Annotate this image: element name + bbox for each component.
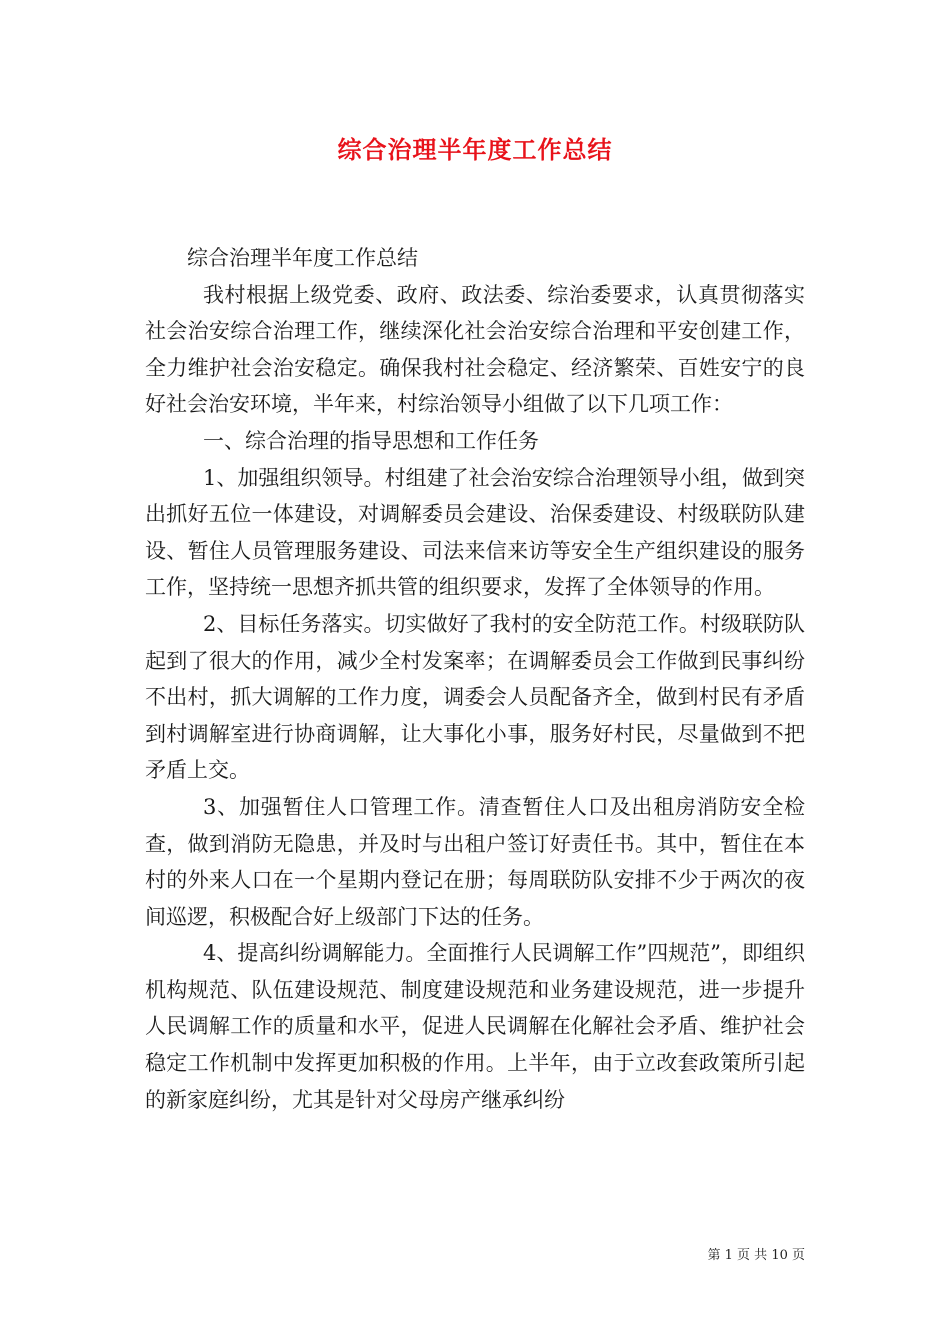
page-number: 第 1 页 共 10 页 [707,1248,805,1263]
paragraph-item-4: 4、提高纠纷调解能力。全面推行人民调解工作”四规范”，即组织机构规范、队伍建设规范、制度建设规范和业务建设规范，进一步提升人民调解工作的质量和水平，促进人民调解在化解社会矛盾、维护社会稳定工作机制中发挥更加积极的作用。上半年，由于立改套政策所引起的新家庭纠纷，尤其是针对父母房产继承纠纷 [145,941,805,1112]
paragraph-item-2: 2、目标任务落实。切实做好了我村的安全防范工作。村级联防队起到了很大的作用，减少全村发案率；在调解委员会工作做到民事纠纷不出村，抓大调解的工作力度，调委会人员配备齐全，做到村民有矛盾到村调解室进行协商调解，让大事化小事，服务好村民，尽量做到不把矛盾上交。 [145,611,805,783]
section-heading: 一、综合治理的指导思想和工作任务 [203,428,539,453]
paragraph-item-3: 3、加强暂住人口管理工作。清查暂住人口及出租房消防安全检查，做到消防无隐患，并及时与出租户签订好责任书。其中，暂住在本村的外来人口在一个星期内登记在册；每周联防队安排不少于两次的夜间巡逻，积极配合好上级部门下达的任务。 [145,794,805,929]
document-body [145,240,805,1118]
paragraph-intro: 我村根据上级党委、政府、政法委、综治委要求，认真贯彻落实社会治安综合治理工作，继续深化社会治安综合治理和平安创建工作，全力维护社会治安稳定。确保我村社会稳定、经济繁荣、百姓安宁的良好社会治安环境，半年来，村综治领导小组做了以下几项工作： [145,282,805,417]
document-subtitle: 综合治理半年度工作总结 [187,246,418,270]
document-title: 综合治理半年度工作总结 [337,135,613,164]
paragraph-item-1: 1、加强组织领导。村组建了社会治安综合治理领导小组，做到突出抓好五位一体建设，对调解委员会建设、治保委建设、村级联防队建设、暂住人员管理服务建设、司法来信来访等安全生产组织建设的服务工作，坚持统一思想齐抓共管的组织要求，发挥了全体领导的作用。 [145,465,805,600]
